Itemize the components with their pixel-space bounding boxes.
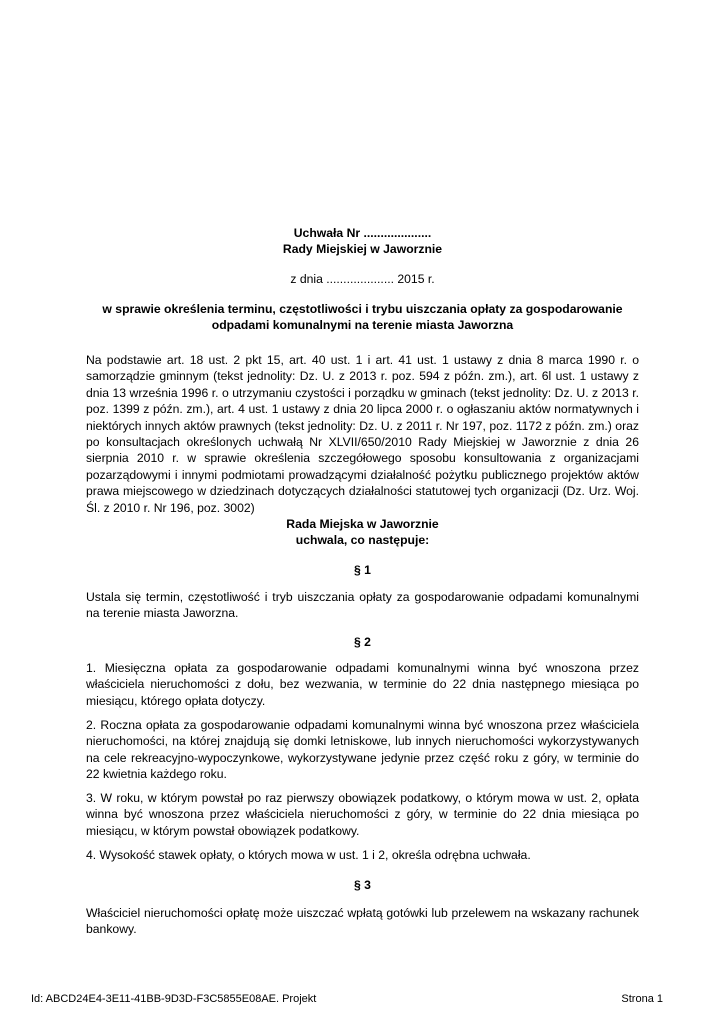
section-2-heading: § 2 — [354, 635, 371, 649]
subject-line-2: odpadami komunalnymi na terenie miasta Jaworzna — [211, 318, 514, 332]
resolves-heading: uchwala, co następuje: — [295, 533, 430, 547]
council-heading: Rada Miejska w Jaworznie — [286, 517, 439, 531]
section-3-text: Właściciel nieruchomości opłatę może uiszczać wpłatą gotówki lub przelewem na wskazany rachunek bankowy. — [86, 906, 639, 937]
section-2-paragraph-4: 4. Wysokość stawek opłaty, o których mowa w ust. 1 i 2, określa odrębna uchwała. — [86, 848, 531, 862]
section-2-paragraph-2: 2. Roczna opłata za gospodarowanie odpadami komunalnymi winna być wnoszona przez właściciela nieruchomości, na której znajdują się domki letniskowe, lub innych nieruchomości wykorzystywanych na cele rekreacyjno-wypoczynkowe, wykorzystywane jedynie przez część roku z góry, w terminie do 22 kwietnia każdego roku. — [86, 718, 639, 782]
council-name: Rady Miejskiej w Jaworznie — [282, 242, 443, 256]
subject-line-1: w sprawie określenia terminu, częstotliwości i trybu uiszczania opłaty za gospodarowanie — [102, 302, 623, 316]
section-2-paragraph-1: 1. Miesięczna opłata za gospodarowanie odpadami komunalnymi winna być wnoszona przez właściciela nieruchomości z dołu, bez wezwania, w terminie do 22 dnia następnego miesiąca po miesiącu, którego opłata dotyczy. — [86, 661, 639, 708]
section-1-heading: § 1 — [354, 563, 371, 577]
page-number: Strona 1 — [621, 993, 663, 1005]
section-3-heading: § 3 — [354, 878, 371, 892]
section-2-paragraph-3: 3. W roku, w którym powstał po raz pierwszy obowiązek podatkowy, o którym mowa w ust. 2, opłata winna być wnoszona przez właściciela nieruchomości z góry, w terminie do 22 dnia miesiąca po miesiącu, w którym powstał obowiązek podatkowy. — [86, 791, 639, 838]
legal-basis-preamble: Na podstawie art. 18 ust. 2 pkt 15, art. 40 ust. 1 i art. 41 ust. 1 ustawy z dnia 8 marca 1990 r. o samorządzie gminnym (tekst jednolity: Dz. U. z 2013 r. poz. 594 z późn. zm.), art. 6l ust. 1 ustawy z dnia 13 września 1996 r. o utrzymaniu czystości i porządku w gminach (tekst jednolity: Dz. U. z 2013 r. poz. 1399 z późn. zm.), art. 4 ust. 1 ustawy z dnia 20 lipca 2000 r. o ogłaszaniu aktów normatywnych i niektórych innych aktów prawnych (tekst jednolity: Dz. U. z 2011 r. Nr 197, poz. 1172 z późn. zm.) oraz po konsultacjach określonych uchwałą Nr XLVII/650/2010 Rady Miejskiej w Jaworznie z dnia 26 sierpnia 2010 r. w sprawie określenia szczegółowego sposobu konsultowania z organizacjami pozarządowymi i innymi podmiotami prowadzącymi działalność pożytku publicznego projektów aktów prawa miejscowego w dziedzinach dotyczących działalności statutowej tych organizacji (Dz. Urz. Woj. Śl. z 2010 r. Nr 196, poz. 3002) — [86, 353, 639, 515]
resolution-date: z dnia .................... 2015 r. — [290, 272, 435, 286]
document-id: Id: ABCD24E4-3E11-41BB-9D3D-F3C5855E08AE. Projekt — [31, 993, 317, 1005]
resolution-number: Uchwała Nr .................... — [293, 226, 432, 240]
section-1-text: Ustala się termin, częstotliwość i tryb uiszczania opłaty za gospodarowanie odpadami komunalnymi na terenie miasta Jaworzna. — [86, 590, 639, 621]
